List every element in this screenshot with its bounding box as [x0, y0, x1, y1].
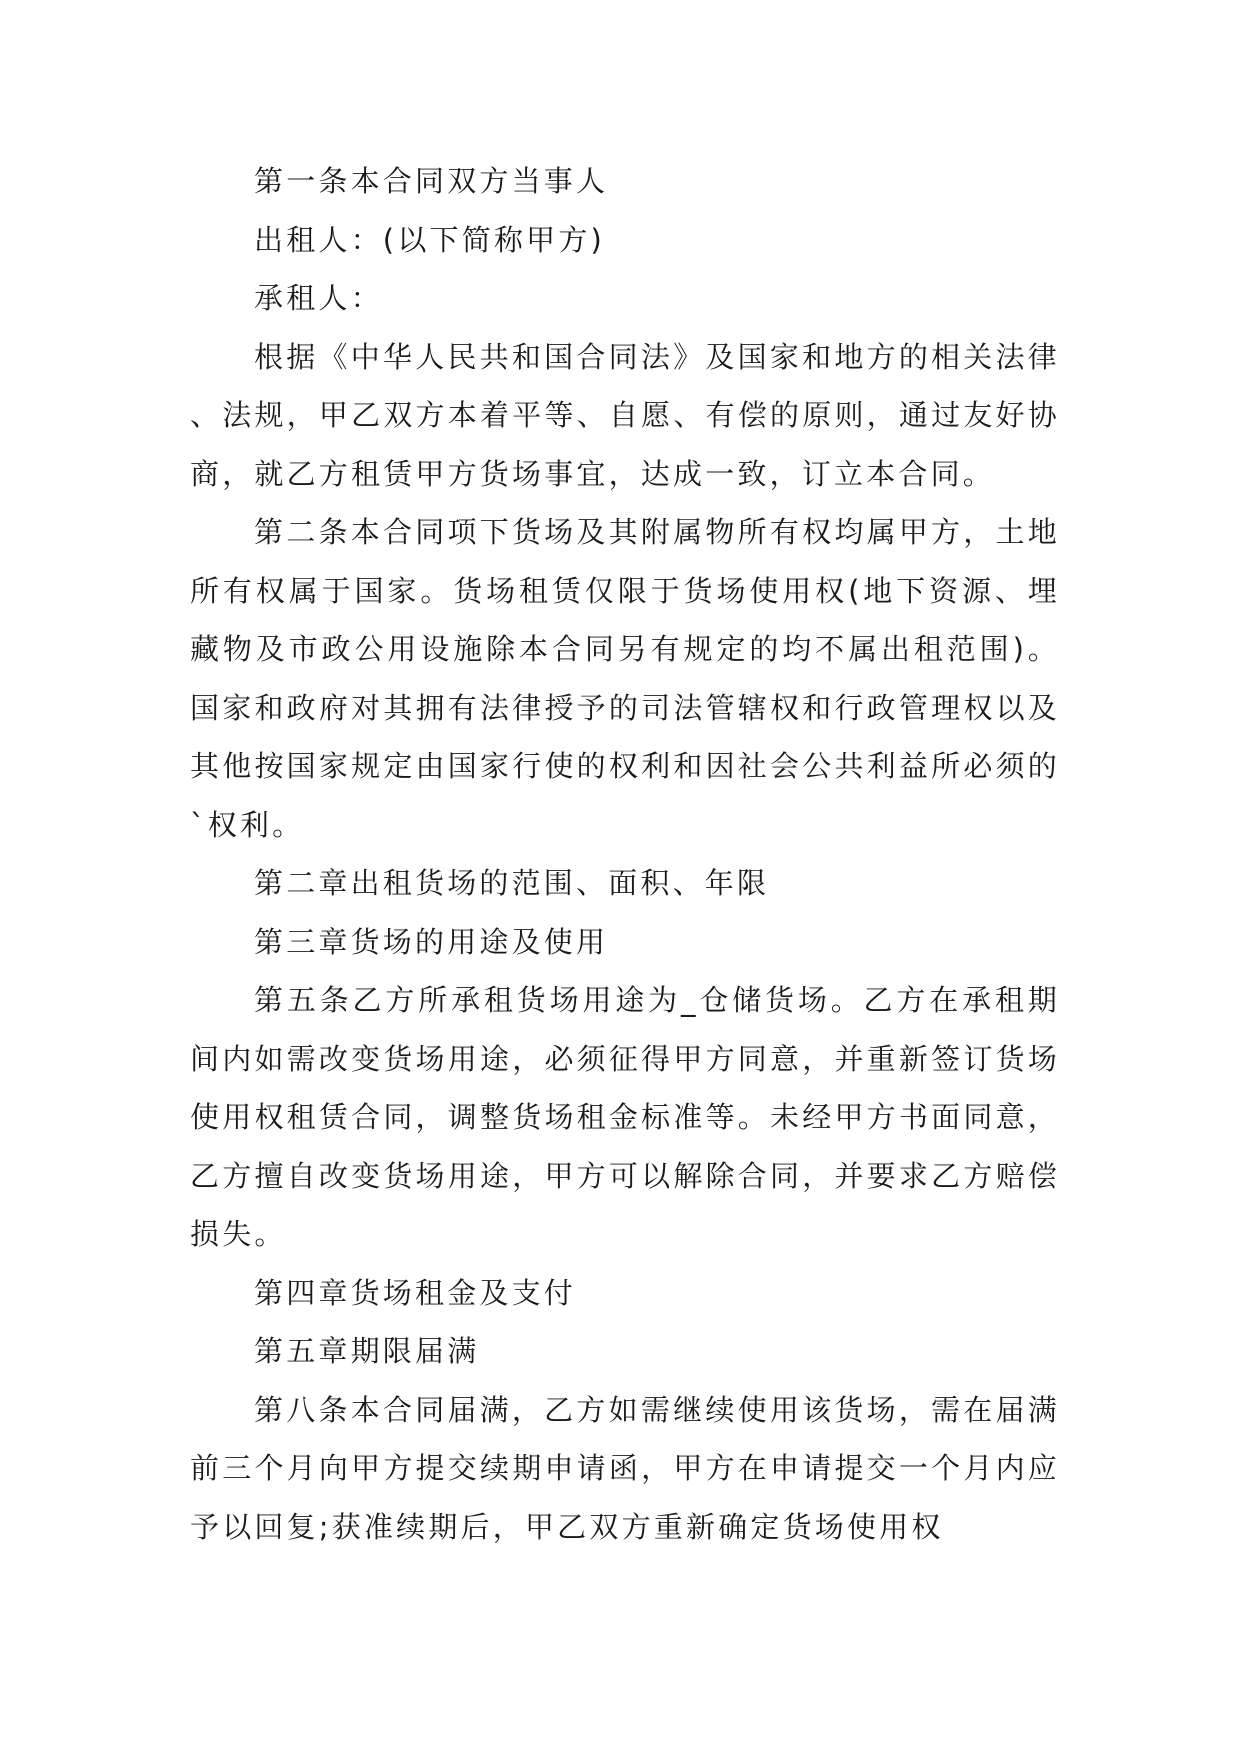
article-2-paragraph: 第二条本合同项下货场及其附属物所有权均属甲方，土地所有权属于国家。货场租赁仅限于货场使用权(地下资源、埋藏物及市政公用设施除本合同另有规定的均不属出租范围)。国家和政府对其拥有法律授予的司法管辖权和行政管理权以及其他按国家规定由国家行使的权利和因社会公共利益所必须的`权利。: [190, 515, 1060, 842]
chapter-2-heading: 第二章出租货场的范围、面积、年限: [254, 866, 770, 900]
article-1-heading: 第一条本合同双方当事人: [254, 164, 609, 198]
chapter-4-heading: 第四章货场租金及支付: [254, 1275, 577, 1310]
lessor-line: 出租人：(以下简称甲方): [254, 222, 606, 257]
lessee-line: 承租人：: [254, 281, 383, 315]
chapter-5-heading: 第五章期限届满: [254, 1334, 480, 1368]
chapter-3-heading: 第三章货场的用途及使用: [254, 924, 609, 959]
article-8-paragraph: 第八条本合同届满，乙方如需继续使用该货场，需在届满前三个月向甲方提交续期申请函，甲方在申请提交一个月内应予以回复;获准续期后，甲乙双方重新确定货场使用权: [190, 1392, 1060, 1544]
document-body: [190, 152, 1060, 1556]
article-5-paragraph: 第五条乙方所承租货场用途为_仓储货场。乙方在承租期间内如需改变货场用途，必须征得甲方同意，并重新签订货场使用权租赁合同，调整货场租金标准等。未经甲方书面同意，乙方擅自改变货场用途，甲方可以解除合同，并要求乙方赔偿损失。: [190, 983, 1060, 1251]
preamble-paragraph: 根据《中华人民共和国合同法》及国家和地方的相关法律、法规，甲乙双方本着平等、自愿、有偿的原则，通过友好协商，就乙方租赁甲方货场事宜，达成一致，订立本合同。: [190, 339, 1060, 491]
